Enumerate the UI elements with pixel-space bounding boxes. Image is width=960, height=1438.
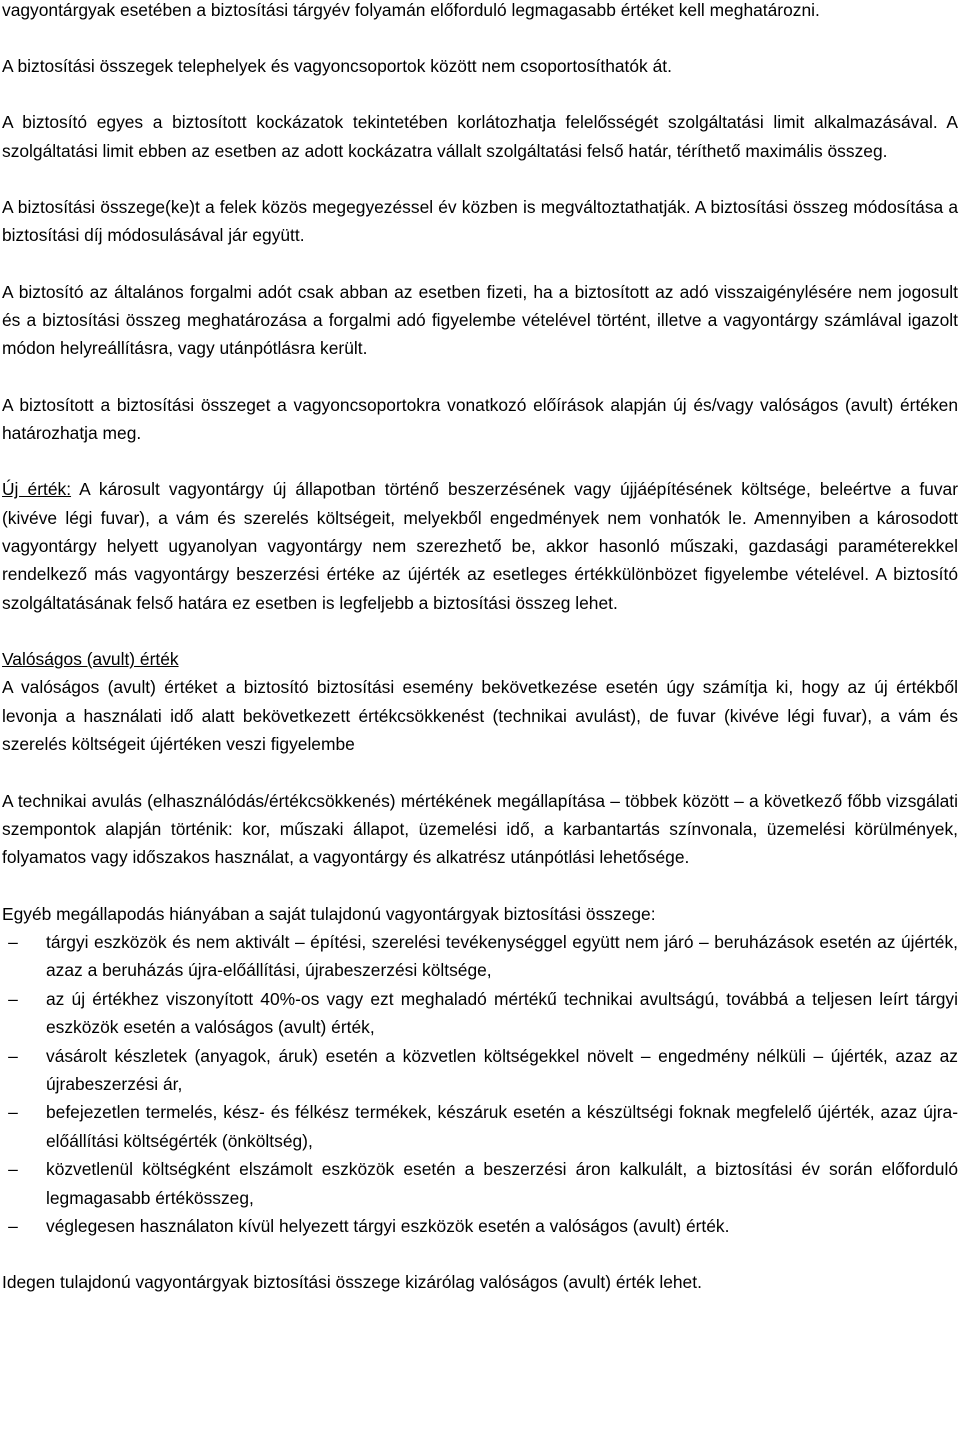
dash-bullet-icon: – xyxy=(8,1215,18,1236)
paragraph-service-limit: A biztosító egyes a biztosított kockázatok tekintetében korlátozhatja felelősségét szolgáltatási limit alkalmazásával. A szolgáltatási limit ebben az esetben az adott kockázatra vállalt szolgáltatási felső határ, téríthető maximális összeg. xyxy=(2,112,958,161)
paragraph-valuation-basis: A biztosított a biztosítási összeget a vagyoncsoportokra vonatkozó előírások alapján új és/vagy valóságos (avult) értéken határozhatja meg. xyxy=(2,394,958,444)
paragraph-actual-value: A valóságos (avult) értéket a biztosító biztosítási esemény bekövetkezése esetén úgy számítja ki, hogy az új értékből levonja a használati idő alatt bekövetkezett értékcsökkenést (technikai avulást), de fuvar (kivéve légi fuvar), a vám és szerelés költségeit újértéken veszi figyelembe xyxy=(2,677,958,755)
new-value-label: Új érték: xyxy=(2,479,72,500)
list-item: – véglegesen használaton kívül helyezett tárgyi eszközök esetén a valóságos (avult) érték. xyxy=(2,1212,958,1240)
dash-bullet-icon: – xyxy=(8,1045,18,1066)
paragraph-technical-depreciation: A technikai avulás (elhasználódás/értékcsökkenés) mértékének megállapítása – többek között – a következő főbb vizsgálati szempontok alapján történik: kor, műszaki állapot, üzemelési idő, a karbantartás színvonala, üzemelési körülmények, folyamatos vagy időszakos használat, a vagyontárgy és alkatrész utánpótlási lehetősége. xyxy=(2,790,958,868)
paragraph-foreign-property: Idegen tulajdonú vagyontárgyak biztosítási összege kizárólag valóságos (avult) érték lehet. xyxy=(2,1272,702,1293)
list-item: – tárgyi eszközök és nem aktivált – építési, szerelési tevékenységgel együtt nem járó – beruházások esetén az újérték, azaz a beruházás újra-előállítási, újrabeszerzési költsége, xyxy=(2,928,958,985)
dash-bullet-icon: – xyxy=(8,988,18,1009)
document-page xyxy=(2,0,958,1297)
list-intro: Egyéb megállapodás hiányában a saját tulajdonú vagyontárgyak biztosítási összege: xyxy=(2,903,656,924)
list-item: – vásárolt készletek (anyagok, áruk) esetén a közvetlen költségekkel növelt – engedmény nélküli – újérték, azaz az újrabeszerzési ár, xyxy=(2,1042,958,1099)
paragraph-sum-change: A biztosítási összege(ke)t a felek közös megegyezéssel év közben is megváltoztathatják. A biztosítási összeg módosítása a biztosítási díj módosulásával jár együtt. xyxy=(2,197,959,246)
paragraph-highest-value: vagyontárgyak esetében a biztosítási tárgyév folyamán előforduló legmagasabb értéket kell meghatározni. xyxy=(2,0,820,20)
list-item: – közvetlenül költségként elszámolt eszközök esetén a beszerzési áron kalkulált, a biztosítási év során előforduló legmagasabb értékösszeg, xyxy=(2,1155,958,1212)
dash-bullet-icon: – xyxy=(8,1102,18,1123)
dash-bullet-icon: – xyxy=(8,931,18,952)
actual-value-heading: Valóságos (avult) érték xyxy=(2,649,179,670)
dash-bullet-icon: – xyxy=(8,1159,18,1180)
paragraph-no-regrouping: A biztosítási összegek telephelyek és vagyoncsoportok között nem csoportosíthatók át. xyxy=(2,56,672,77)
paragraph-new-value: Új érték: A károsult vagyontárgy új állapotban történő beszerzésének vagy újjáépítésének költsége, beleértve a fuvar (kivéve légi fuvar), a vám és szerelés költségeit, melyekből engedmények nem vonhatók le. Amennyiben a károsodott vagyontárgy helyett ugyanolyan vagyontárgy nem szerezhető be, akkor hasonló műszaki, gazdasági paraméterekkel rendelkező más vagyontárgy beszerzési értéke az újérték az esetleges értékkülönbözet figyelembe vételével. A biztosító szolgáltatásának felső határa ez esetben is legfeljebb a biztosítási összeg lehet. xyxy=(2,479,959,613)
list-item: – az új értékhez viszonyított 40%-os vagy ezt meghaladó mértékű technikai avultságú, továbbá a teljesen leírt tárgyi eszközök esetén a valóságos (avult) érték, xyxy=(2,985,958,1042)
list-item: – befejezetlen termelés, kész- és félkész termékek, készáruk esetén a készültségi foknak megfelelő újérték, azaz újra-előállítási költségérték (önköltség), xyxy=(2,1098,958,1155)
insured-sum-list xyxy=(2,928,958,1240)
paragraph-vat: A biztosító az általános forgalmi adót csak abban az esetben fizeti, ha a biztosított az adó visszaigénylésére nem jogosult és a biztosítási összeg meghatározása a forgalmi adó figyelembe vételével történt, illetve a vagyontárgy számlával igazolt módon helyreállításra, vagy utánpótlásra került. xyxy=(2,281,958,359)
